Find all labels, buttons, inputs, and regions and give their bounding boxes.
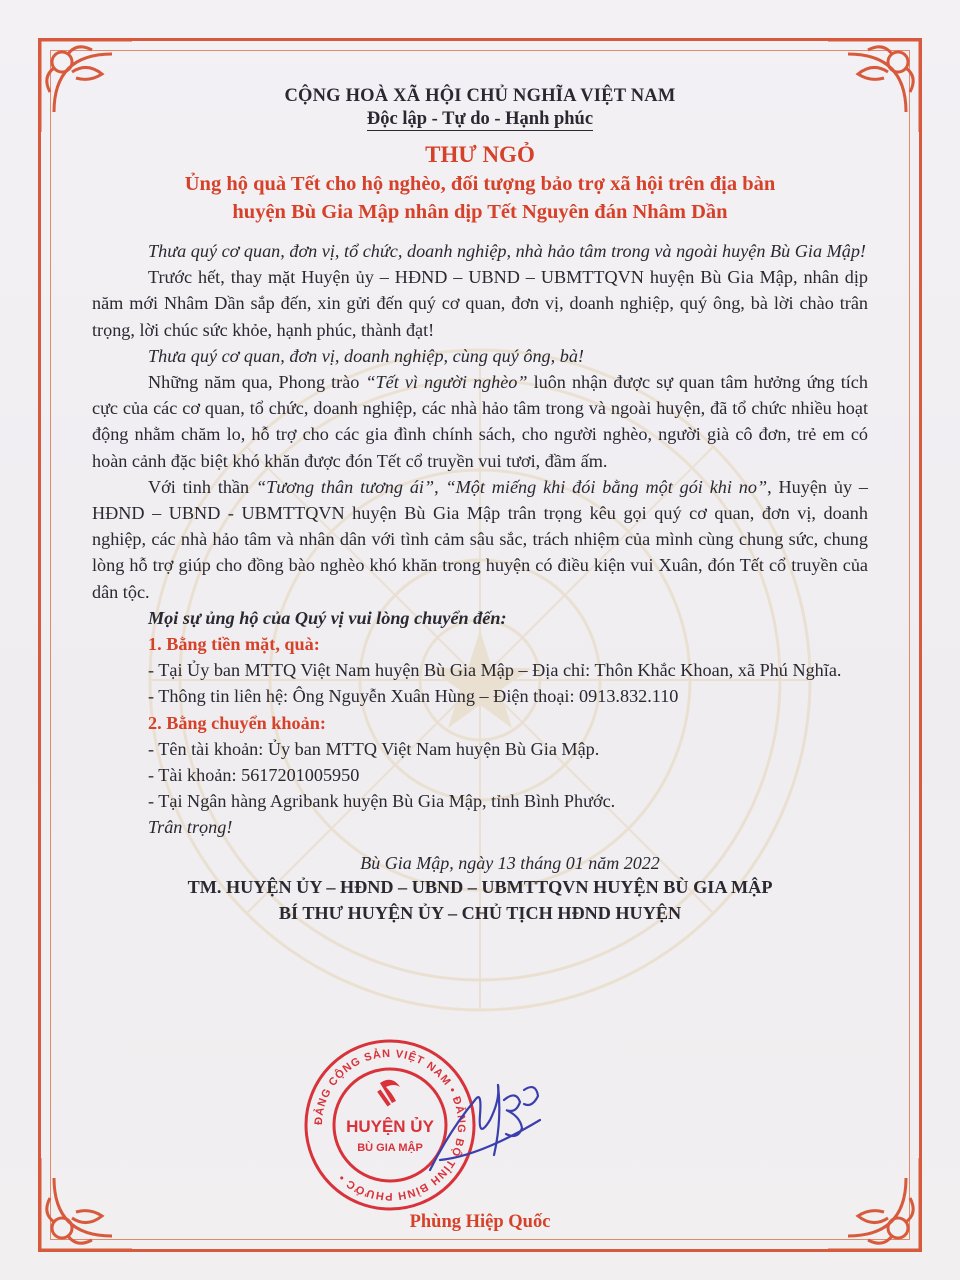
subtitle-line-1: Ủng hộ quà Tết cho hộ nghèo, đối tượng bảo trợ xã hội trên địa bàn	[184, 173, 776, 195]
greeting-1: Thưa quý cơ quan, đơn vị, tổ chức, doanh nghiệp, nhà hảo tâm trong và ngoài huyện Bù Gia Mập!	[148, 241, 866, 261]
signature-title-2: BÍ THƯ HUYỆN ỦY – CHỦ TỊCH HĐND HUYỆN	[278, 902, 682, 923]
stamp-center-line-2: BÙ GIA MẬP	[357, 1142, 423, 1154]
letter-content	[92, 80, 868, 926]
para2-quote: “Tết vì người nghèo”	[365, 372, 528, 393]
motto-text: Độc lập - Tự do - Hạnh phúc	[366, 109, 594, 129]
para3-sep: ,	[434, 476, 446, 497]
para3-quote-2: “Một miếng khi đói bằng một gói khi no”	[445, 476, 768, 497]
subtitle-line-2: huyện Bù Gia Mập nhân dịp Tết Nguyên đán Nhâm Dần	[232, 201, 728, 223]
para2-text-b: luôn nhận được sự quan tâm hưởng ứng tích cực của các cơ quan, tổ chức, doanh nghiệp, các nhà hảo tâm trong và ngoài huyện, đã tổ chức nhiều hoạt động nhằm chăm lo, hỗ trợ cho các gia đình chính sách, cho người nghèo, người già cô đơn, trẻ em có hoàn cảnh đặc biệt khó khăn được đón Tết cổ truyền vui tươi, đầm ấm.	[92, 372, 868, 471]
corner-ornament-icon	[32, 1148, 142, 1258]
para3-text-b: , Huyện ủy – HĐND – UBND - UBMTTQVN huyện Bù Gia Mập trân trọng kêu gọi quý cơ quan, đơn vị, doanh nghiệp, các nhà hảo tâm và nhân dân với tình cảm sâu sắc, trách nhiệm của mình cùng chung sức, chung lòng hỗ trợ giúp cho đồng bào nghèo khó khăn trong huyện có điều kiện vui Xuân, đón Tết cổ truyền của dân tộc.	[92, 476, 868, 602]
national-title: CỘNG HOÀ XÃ HỘI CHỦ NGHĨA VIỆT NAM	[284, 86, 676, 106]
cash-address: - Tại Ủy ban MTTQ Việt Nam huyện Bù Gia Mập – Địa chỉ: Thôn Khắc Khoan, xã Phú Nghĩa.	[148, 660, 842, 681]
stamp-center-line-1: HUYỆN ỦY	[346, 1117, 434, 1136]
bank-branch: - Tại Ngân hàng Agribank huyện Bù Gia Mập, tỉnh Bình Phước.	[148, 791, 616, 812]
bank-heading: 2. Bằng chuyển khoản:	[148, 712, 326, 733]
bank-account-number: - Tài khoản: 5617201005950	[148, 765, 360, 786]
handwritten-signature	[420, 1060, 560, 1180]
national-motto	[92, 109, 868, 130]
paragraph-2	[92, 369, 868, 474]
date-line: Bù Gia Mập, ngày 13 tháng 01 năm 2022	[360, 852, 660, 873]
document-title: THƯ NGỎ	[425, 142, 535, 167]
paragraph-1: Trước hết, thay mặt Huyện ủy – HĐND – UBND – UBMTTQVN huyện Bù Gia Mập, nhân dịp năm mới Nhâm Dần sắp đến, xin gửi đến quý cơ quan, đơn vị, doanh nghiệp, quý ông, bà lời chào trân trọng, lời chúc sức khỏe, hạnh phúc, thành đạt!	[92, 267, 868, 340]
hammer-sickle-icon	[377, 1080, 400, 1107]
closing: Trân trọng!	[148, 817, 233, 838]
letter-body	[92, 238, 868, 841]
bank-account-name: - Tên tài khoản: Ủy ban MTTQ Việt Nam huyện Bù Gia Mập.	[148, 738, 600, 759]
stamp-ring-text: ĐẢNG CỘNG SẢN VIỆT NAM • ĐẢNG BỘ TỈNH BÌNH PHƯỚC •	[312, 1047, 468, 1203]
cash-heading: 1. Bằng tiền mặt, quà:	[148, 634, 320, 655]
transfer-intro: Mọi sự ủng hộ của Quý vị vui lòng chuyển đến:	[148, 607, 507, 628]
paragraph-3	[92, 474, 868, 605]
greeting-2: Thưa quý cơ quan, đơn vị, doanh nghiệp, cùng quý ông, bà!	[148, 345, 584, 366]
signature-title-1: TM. HUYỆN ỦY – HĐND – UBND – UBMTTQVN HUYỆN BÙ GIA MẬP	[187, 876, 773, 897]
para3-text-a: Với tinh thần	[148, 476, 256, 497]
para3-quote-1: “Tương thân tương ái”	[256, 476, 435, 497]
cash-contact: - Thông tin liên hệ: Ông Nguyễn Xuân Hùng – Điện thoại: 0913.832.110	[148, 686, 679, 707]
corner-ornament-icon	[818, 1148, 928, 1258]
signer-name: Phùng Hiệp Quốc	[409, 1212, 551, 1232]
document-subtitle	[92, 170, 868, 226]
para2-text-a: Những năm qua, Phong trào	[148, 372, 366, 393]
